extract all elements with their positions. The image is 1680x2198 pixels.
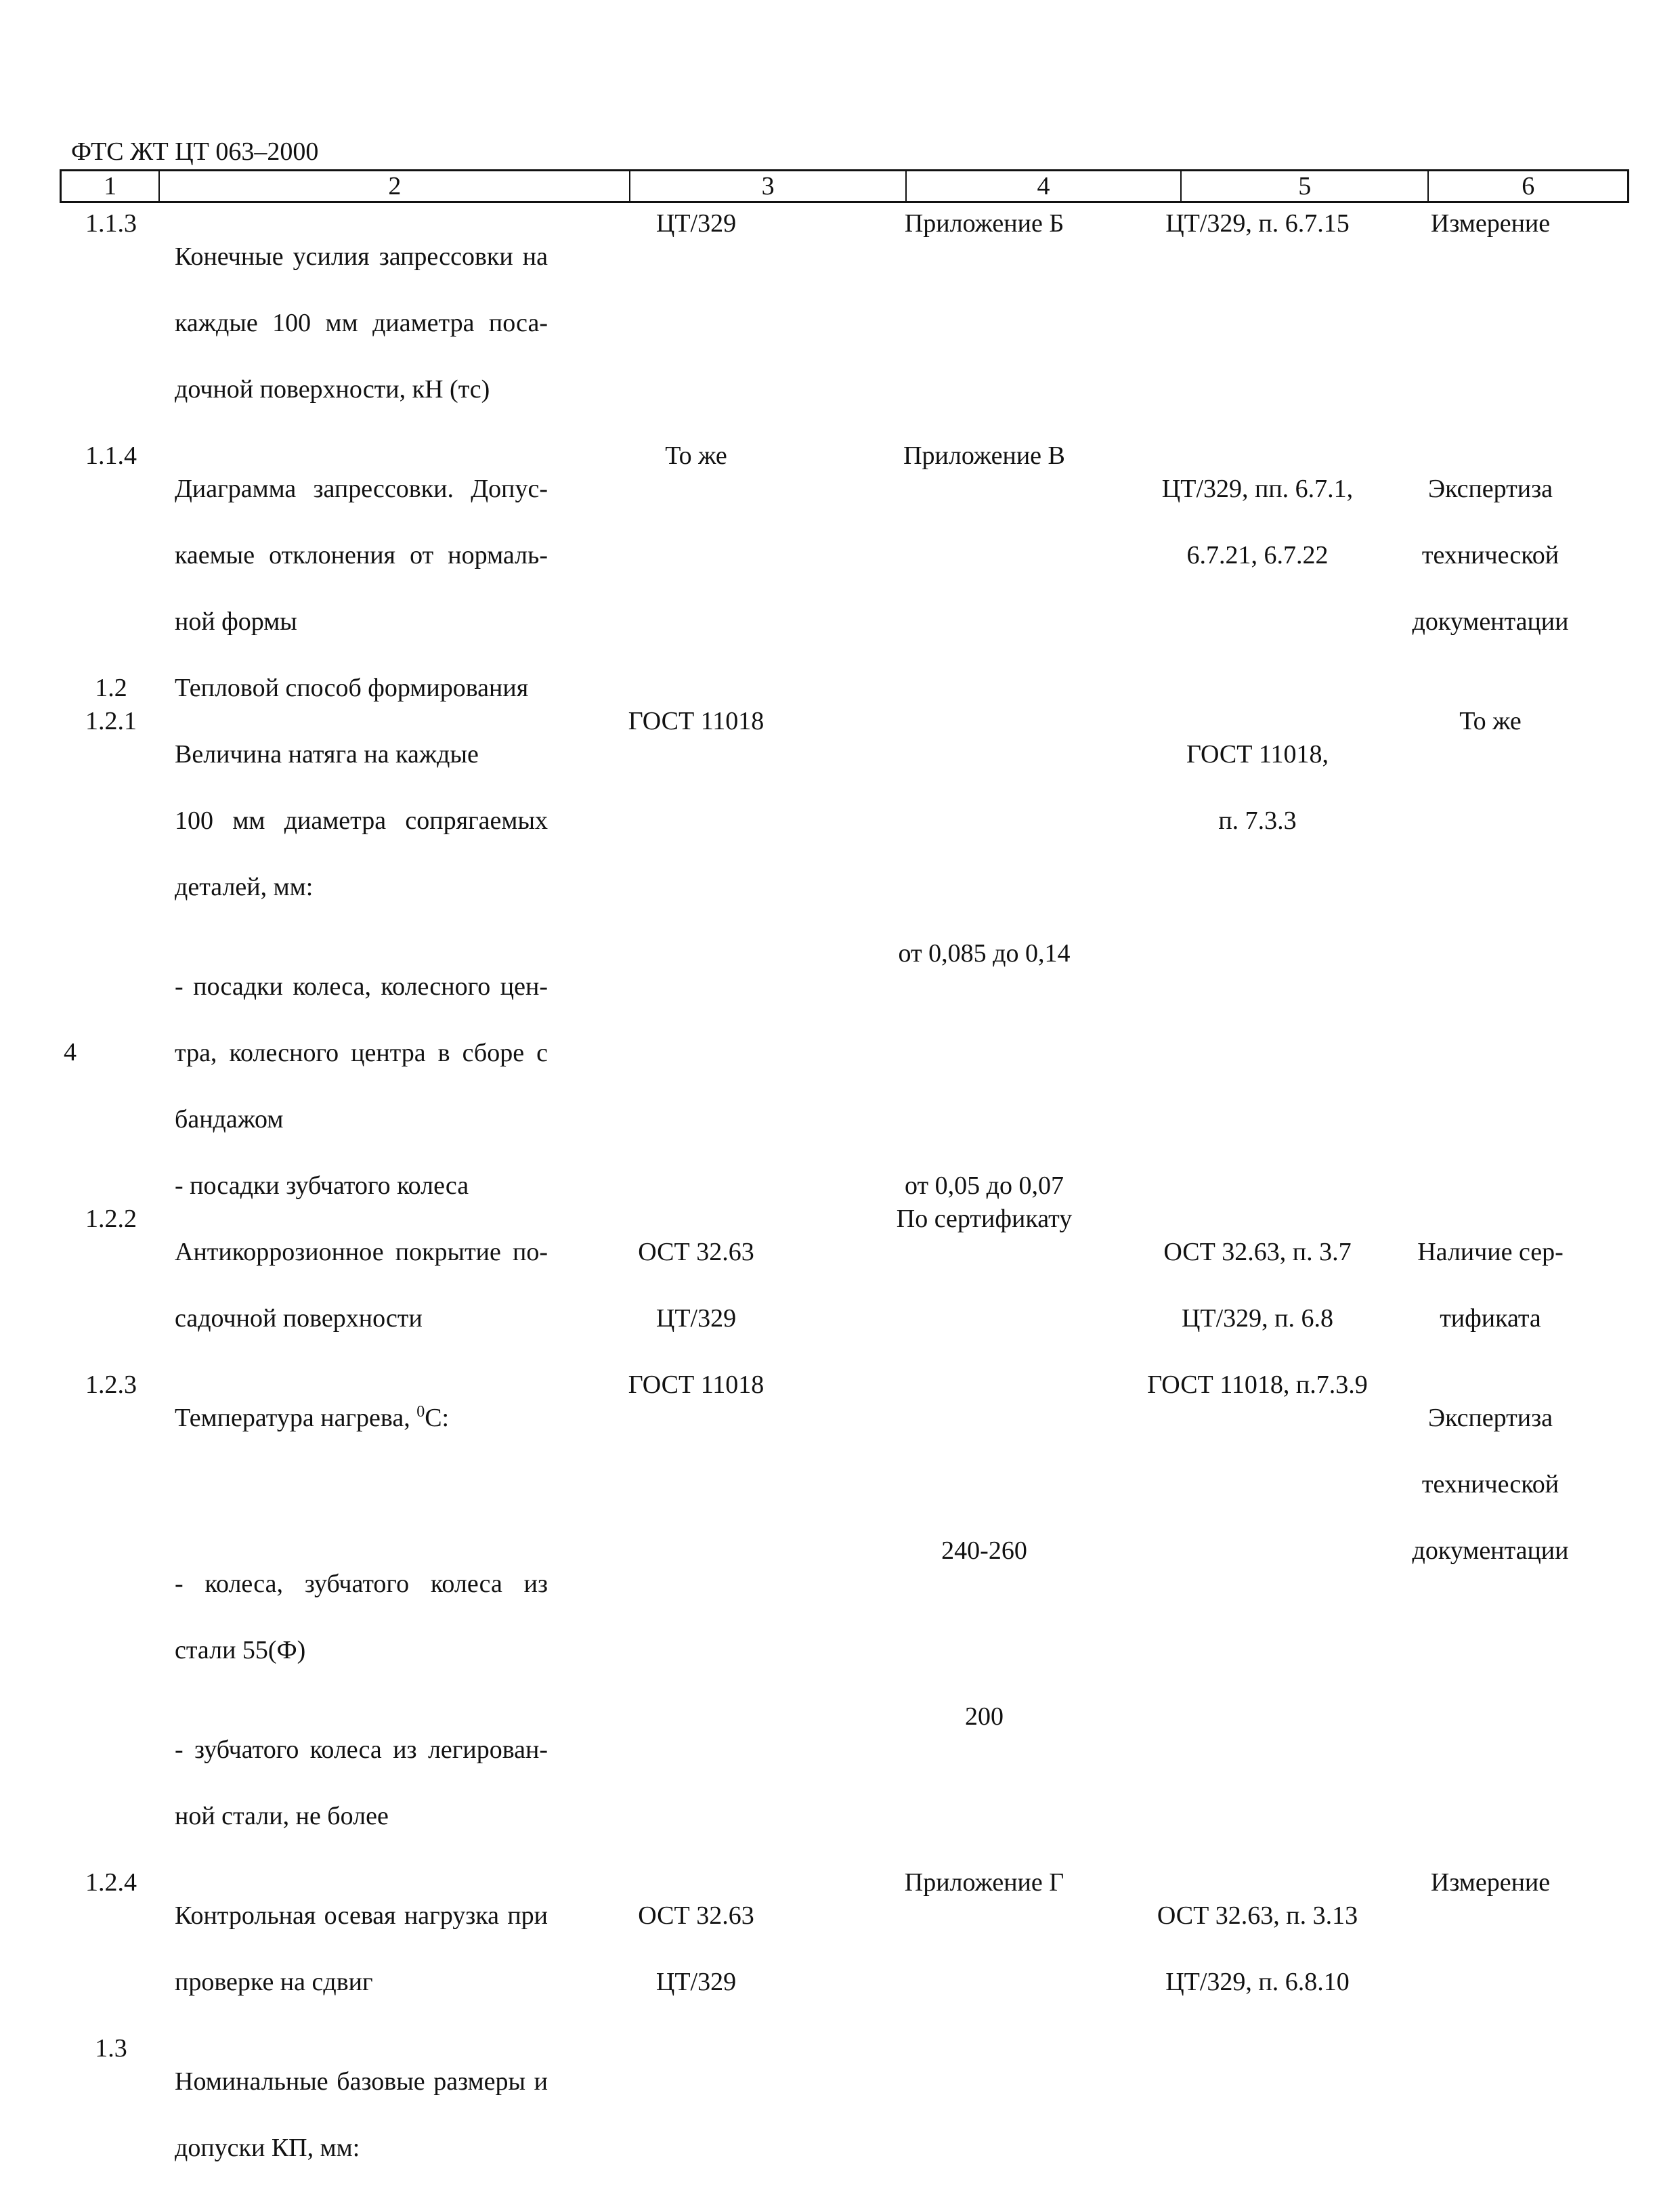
required-value: от 0,05 до 0,07	[905, 1171, 1064, 1200]
table-row	[60, 672, 1629, 705]
item-description: Температура нагрева, $^0$С:	[175, 1403, 450, 1432]
required-value: Приложение Г	[904, 1868, 1064, 1897]
item-number: 1.3	[95, 2034, 127, 2063]
method-document: ОСТ 32.63, п. 3.13 ЦТ/329, п. 6.8.10	[1157, 1901, 1358, 1996]
required-value: Приложение В	[903, 441, 1065, 470]
method-document: ЦТ/329, пп. 6.7.1, 6.7.21, 6.7.22	[1161, 475, 1354, 569]
item-number: 1.1.3	[85, 209, 137, 238]
item-description: Диаграмма запрессовки. Допус- каемые отклонения от нормаль- ной формы	[175, 475, 548, 636]
item-description: Конечные усилия запрессовки на каждые 100 мм диаметра поса- дочной поверхности, кН (тс)	[175, 242, 548, 404]
item-number: 1.2.1	[85, 707, 137, 735]
required-value: 240-260	[941, 1536, 1027, 1565]
column-number-1: 1	[62, 171, 160, 201]
column-number-header	[60, 169, 1629, 203]
control-method: Экспертиза технической документации	[1412, 1404, 1569, 1565]
column-number-3: 3	[630, 171, 906, 201]
table-row	[60, 1203, 1629, 1369]
item-number: 1.2.2	[85, 1205, 137, 1233]
table-row	[60, 937, 1629, 1169]
column-number-2: 2	[160, 171, 630, 201]
normative-document: ОСТ 32.63 ЦТ/329	[638, 1238, 754, 1333]
item-description: - колеса, зубчатого колеса из стали 55(Ф)	[175, 1570, 548, 1664]
method-document: ГОСТ 11018, п.7.3.9	[1147, 1371, 1368, 1399]
item-description: Величина натяга на каждые 100 мм диаметра сопрягаемых деталей, мм:	[175, 740, 548, 901]
required-value: По сертификату	[896, 1205, 1073, 1233]
normative-document: ГОСТ 11018	[628, 1371, 764, 1399]
column-number-6: 6	[1522, 172, 1535, 200]
table-row	[60, 1866, 1629, 2032]
item-description: - посадки зубчатого колеса	[175, 1171, 469, 1200]
method-document: ОСТ 32.63, п. 3.7 ЦТ/329, п. 6.8	[1163, 1238, 1352, 1333]
column-number-4: 4	[907, 171, 1182, 201]
document-code: ФТС ЖТ ЦТ 063–2000	[71, 137, 319, 166]
item-number: 1.1.4	[85, 441, 137, 470]
method-document: ЦТ/329, п. 6.7.15	[1165, 209, 1350, 238]
section-title: Тепловой способ формирования	[175, 674, 529, 702]
table-body	[60, 207, 1629, 2198]
item-number: 1.2.4	[85, 1868, 137, 1897]
item-number: 1.2	[95, 674, 127, 702]
table-row	[60, 705, 1629, 937]
table-row	[60, 207, 1629, 439]
page-number: 4	[64, 1038, 77, 1066]
item-description: Контрольная осевая нагрузка при проверке на сдвиг	[175, 1901, 548, 1996]
control-method: Наличие сер- тификата	[1417, 1238, 1564, 1333]
required-value: от 0,085 до 0,14	[898, 939, 1071, 968]
required-value: Приложение Б	[904, 209, 1064, 238]
item-description: Антикоррозионное покрытие по- садочной поверхности	[175, 1238, 548, 1333]
item-number: 1.2.3	[85, 1371, 137, 1399]
item-description: - посадки колеса, колесного цен- тра, колесного центра в сборе с бандажом	[175, 972, 548, 1134]
item-description: - зубчатого колеса из легирован- ной стали, не более	[175, 1736, 548, 1830]
table-row	[60, 1169, 1629, 1203]
method-document: ГОСТ 11018, п. 7.3.3	[1186, 740, 1329, 835]
table-row	[60, 439, 1629, 672]
table-row	[60, 1700, 1629, 1866]
control-method: Экспертиза технической документации	[1412, 475, 1569, 636]
control-method: То же	[1459, 707, 1522, 735]
required-value: 200	[965, 1702, 1004, 1731]
table-row	[60, 2032, 1629, 2198]
normative-document: ЦТ/329	[655, 209, 737, 238]
normative-document: ГОСТ 11018	[628, 707, 764, 735]
normative-document: ОСТ 32.63 ЦТ/329	[638, 1901, 754, 1996]
control-method: Измерение	[1430, 209, 1551, 238]
section-title: Номинальные базовые размеры и допуски КП, мм:	[175, 2067, 548, 2162]
control-method: Измерение	[1430, 1868, 1551, 1897]
normative-document: То же	[665, 441, 727, 470]
column-number-5: 5	[1182, 171, 1429, 201]
